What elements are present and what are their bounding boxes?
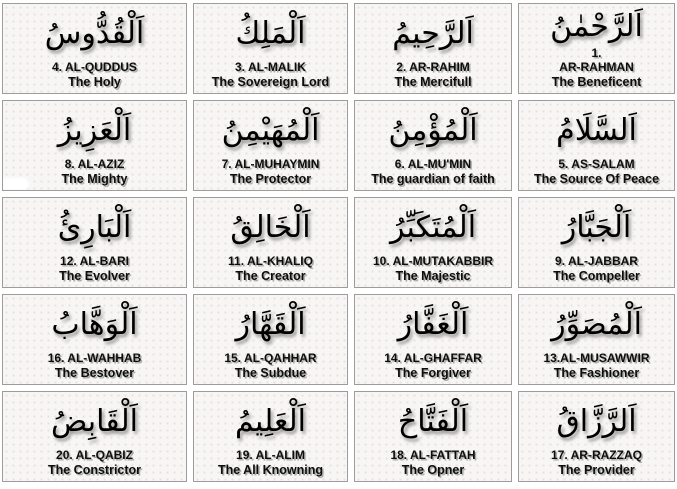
name-transliteration: 19. AL-ALIM <box>236 448 305 462</box>
name-transliteration: 15. AL-QAHHAR <box>224 351 317 365</box>
name-meaning: The Majestic <box>395 269 471 283</box>
name-card <box>2 100 187 191</box>
name-card <box>518 100 675 191</box>
name-meaning: The Holy <box>68 75 121 89</box>
arabic-calligraphy: اَلْجَبَّارُ <box>561 209 632 245</box>
name-meaning: The Sovereign Lord <box>211 75 330 89</box>
name-meaning: The Subdue <box>234 366 307 380</box>
arabic-calligraphy: اَلْمُهَيْمِنُ <box>221 112 320 148</box>
name-transliteration: 7. AL-MUHAYMIN <box>221 157 320 171</box>
name-card <box>2 294 187 385</box>
name-card <box>354 197 512 288</box>
arabic-calligraphy: اَلرَّحِيمُ <box>392 15 474 51</box>
name-card <box>518 294 675 385</box>
arabic-calligraphy: اَلْقَابِضُ <box>51 403 138 439</box>
names-grid <box>2 3 675 482</box>
arabic-calligraphy: اَلْعَلِيمُ <box>235 403 306 439</box>
arabic-calligraphy: اَلْقُدُّوسُ <box>44 15 145 51</box>
name-transliteration: 4. AL-QUDDUS <box>52 60 137 74</box>
name-transliteration: 18. AL-FATTAH <box>390 448 476 462</box>
name-meaning: The Bestover <box>54 366 135 380</box>
name-meaning: The Forgiver <box>395 366 471 380</box>
name-meaning: The Mercifull <box>394 75 472 89</box>
name-card <box>2 391 187 482</box>
name-meaning: The Beneficent <box>551 75 642 89</box>
name-card <box>518 197 675 288</box>
name-transliteration: 11. AL-KHALIQ <box>228 254 313 268</box>
arabic-calligraphy: اَلرَّزَّاقُ <box>556 403 637 439</box>
name-card <box>193 3 348 94</box>
arabic-calligraphy: اَلْغَفَّارُ <box>397 306 469 342</box>
arabic-calligraphy: اَلْعَزِيزُ <box>57 112 132 148</box>
name-transliteration: 9. AL-JABBAR <box>555 254 638 268</box>
name-transliteration: 2. AR-RAHIM <box>396 60 470 74</box>
name-card <box>2 3 187 94</box>
name-meaning: The All Knowning <box>217 463 324 477</box>
name-card <box>354 391 512 482</box>
name-transliteration: 16. AL-WAHHAB <box>47 351 142 365</box>
name-transliteration: 12. AL-BARI <box>60 254 129 268</box>
name-card <box>354 294 512 385</box>
name-number: 1. <box>591 46 602 61</box>
name-card <box>193 197 348 288</box>
arabic-calligraphy: اَلْقَهَّارُ <box>235 306 306 342</box>
name-transliteration: 3. AL-MALIK <box>235 60 306 74</box>
arabic-calligraphy: اَلْوَهَّابُ <box>51 306 138 342</box>
name-meaning: The Opner <box>401 463 465 477</box>
name-meaning: The Creator <box>235 269 306 283</box>
name-transliteration: 13.AL-MUSAWWIR <box>543 351 650 365</box>
name-card <box>354 3 512 94</box>
name-meaning: The guardian of faith <box>371 172 495 186</box>
name-meaning: The Compeller <box>553 269 640 283</box>
name-transliteration: 20. AL-QABIZ <box>56 448 133 462</box>
name-meaning: The Evolver <box>59 269 130 283</box>
name-transliteration: AR-RAHMAN <box>559 60 634 74</box>
arabic-calligraphy: اَلْمُصَوِّرُ <box>551 306 642 342</box>
arabic-calligraphy: اَلْمَلِكُ <box>235 15 306 51</box>
name-meaning: The Source Of Peace <box>533 172 660 186</box>
name-card <box>2 197 187 288</box>
name-card <box>193 294 348 385</box>
name-meaning: The Constrictor <box>47 463 142 477</box>
name-transliteration: 17. AR-RAZZAQ <box>551 448 642 462</box>
name-meaning: The Fashioner <box>553 366 640 380</box>
name-meaning: The Provider <box>558 463 635 477</box>
name-card <box>354 100 512 191</box>
name-transliteration: 8. AL-AZIZ <box>64 157 125 171</box>
arabic-calligraphy: اَلرَّحْمٰنُ <box>550 9 643 45</box>
arabic-calligraphy: اَلْمُتَكَبِّرُ <box>389 209 477 245</box>
name-card <box>518 391 675 482</box>
name-transliteration: 14. AL-GHAFFAR <box>384 351 482 365</box>
name-card <box>193 100 348 191</box>
name-transliteration: 6. AL-MU'MIN <box>394 157 472 171</box>
arabic-calligraphy: اَلسَّلَامُ <box>556 112 637 148</box>
name-transliteration: 5. AS-SALAM <box>558 157 635 171</box>
name-meaning: The Mighty <box>61 172 128 186</box>
arabic-calligraphy: اَلْخَالِقُ <box>230 209 311 245</box>
name-card <box>518 3 675 94</box>
arabic-calligraphy: اَلْفَتَّاحُ <box>397 403 469 439</box>
arabic-calligraphy: اَلْبَارِئُ <box>57 209 132 245</box>
arabic-calligraphy: اَلْمُؤْمِنُ <box>388 112 478 148</box>
name-meaning: The Protector <box>229 172 312 186</box>
name-transliteration: 10. AL-MUTAKABBIR <box>373 254 493 268</box>
name-card <box>193 391 348 482</box>
